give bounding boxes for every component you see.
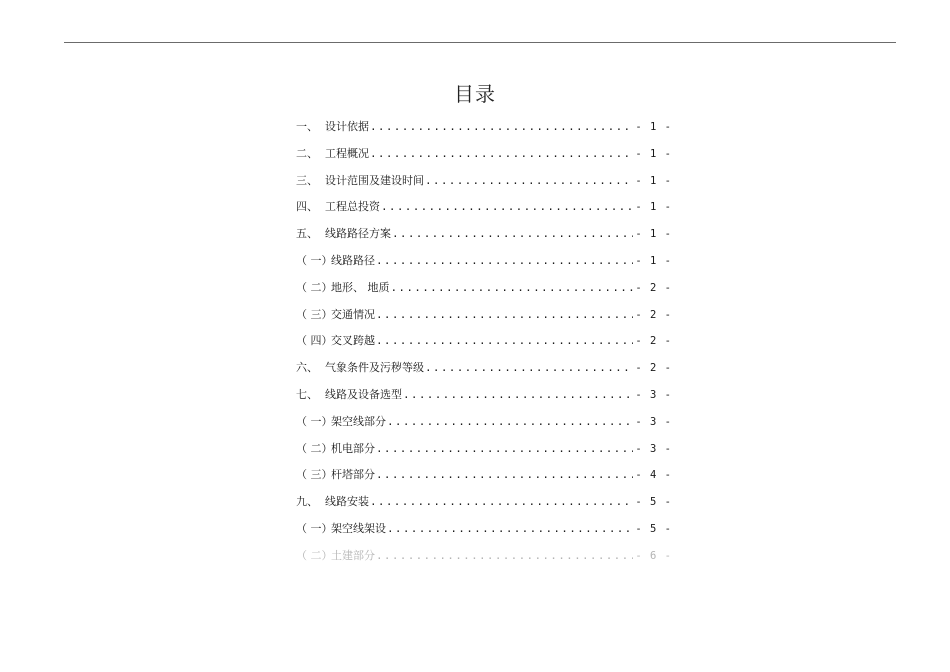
toc-entry-label: 设计范围及建设时间	[325, 173, 424, 187]
toc-entry-label: 交通情况	[331, 307, 375, 321]
toc-entry[interactable]	[296, 466, 672, 493]
toc-entry-number: （ 二）	[296, 441, 333, 455]
toc-entry-number: （ 一）	[296, 521, 333, 535]
toc-page-number: - 2 -	[635, 362, 672, 375]
toc-page-number: - 1 -	[635, 121, 672, 133]
toc-dot-leader	[425, 172, 633, 190]
toc-entry[interactable]	[296, 547, 672, 574]
toc-page-number: - 2 -	[635, 281, 672, 294]
toc-entry-number: （ 一）	[296, 414, 333, 428]
toc-page-number: - 5 -	[635, 522, 672, 535]
toc-page-number: - 6 -	[635, 549, 672, 562]
toc-dot-leader	[391, 279, 634, 297]
toc-entry-label: 线路及设备选型	[325, 387, 402, 401]
toc-entry-number: （ 四）	[296, 334, 333, 348]
toc-entry[interactable]	[296, 225, 672, 252]
toc-entry[interactable]	[296, 279, 672, 306]
toc-page-number: - 1 -	[635, 254, 672, 267]
toc-dot-leader	[370, 145, 633, 163]
toc-entry-label: 工程总投资	[325, 200, 380, 214]
toc-dot-leader	[392, 225, 633, 243]
header-rule	[64, 42, 896, 43]
toc-entry[interactable]	[296, 413, 672, 440]
toc-dot-leader	[376, 440, 633, 458]
toc-entry-label: 架空线部分	[331, 414, 386, 428]
table-of-contents	[296, 118, 672, 574]
toc-entry-label: 交叉跨越	[331, 334, 375, 348]
toc-entry-number: 四、	[296, 200, 318, 214]
toc-dot-leader	[370, 493, 633, 511]
toc-entry-number: 五、	[296, 227, 318, 241]
toc-entry[interactable]	[296, 198, 672, 225]
toc-title: 目录	[454, 82, 496, 106]
toc-page-number: - 4 -	[635, 469, 672, 482]
toc-entry[interactable]	[296, 493, 672, 520]
toc-entry[interactable]	[296, 118, 672, 145]
toc-entry-number: 七、	[296, 387, 318, 401]
toc-entry-number: 六、	[296, 361, 318, 375]
toc-entry-label: 机电部分	[331, 441, 375, 455]
toc-entry[interactable]	[296, 440, 672, 467]
toc-entry-label: 架空线架设	[331, 521, 386, 535]
toc-entry-label: 线路安装	[325, 495, 369, 509]
toc-dot-leader	[381, 198, 633, 216]
toc-entry[interactable]	[296, 145, 672, 172]
toc-dot-leader	[376, 306, 633, 324]
toc-entry-label: 土建部分	[331, 548, 375, 562]
toc-dot-leader	[425, 359, 633, 377]
toc-entry-number: 二、	[296, 146, 318, 160]
toc-entry-number: （ 二）	[296, 548, 333, 562]
toc-page-number: - 2 -	[635, 335, 672, 348]
toc-entry-label: 线路路径	[331, 253, 375, 267]
toc-dot-leader	[376, 466, 633, 484]
toc-dot-leader	[403, 386, 633, 404]
toc-entry-number: （ 二）	[296, 280, 333, 294]
toc-entry[interactable]	[296, 386, 672, 413]
toc-entry[interactable]	[296, 332, 672, 359]
toc-page-number: - 3 -	[635, 388, 672, 401]
toc-entry-label: 设计依据	[325, 120, 369, 133]
toc-page-number: - 1 -	[635, 174, 672, 187]
toc-page-number: - 3 -	[635, 442, 672, 455]
toc-entry[interactable]	[296, 520, 672, 547]
toc-dot-leader	[376, 332, 633, 350]
toc-entry-label: 杆塔部分	[331, 468, 375, 482]
toc-dot-leader	[387, 413, 633, 431]
toc-dot-leader	[370, 118, 633, 136]
toc-page-number: - 3 -	[635, 415, 672, 428]
toc-entry-number: 三、	[296, 173, 318, 187]
toc-dot-leader	[376, 252, 633, 270]
toc-entry[interactable]	[296, 172, 672, 199]
toc-page-number: - 2 -	[635, 308, 672, 321]
toc-entry[interactable]	[296, 359, 672, 386]
toc-entry[interactable]	[296, 252, 672, 279]
toc-entry-label: 线路路径方案	[325, 227, 391, 241]
toc-page-number: - 1 -	[635, 201, 672, 214]
toc-dot-leader	[376, 547, 633, 565]
toc-entry-number: （ 一）	[296, 253, 333, 267]
toc-page-number: - 1 -	[635, 147, 672, 160]
toc-entry-number: （ 三）	[296, 307, 333, 321]
toc-entry-number: （ 三）	[296, 468, 333, 482]
toc-page-number: - 1 -	[635, 228, 672, 241]
toc-dot-leader	[387, 520, 633, 538]
toc-entry-label: 气象条件及污秽等级	[325, 361, 424, 375]
toc-entry[interactable]	[296, 306, 672, 333]
toc-page-number: - 5 -	[635, 496, 672, 509]
toc-entry-number: 一、	[296, 120, 318, 133]
toc-entry-number: 九、	[296, 495, 318, 509]
toc-entry-label: 工程概况	[325, 146, 369, 160]
toc-entry-label: 地形、 地质	[331, 280, 390, 294]
